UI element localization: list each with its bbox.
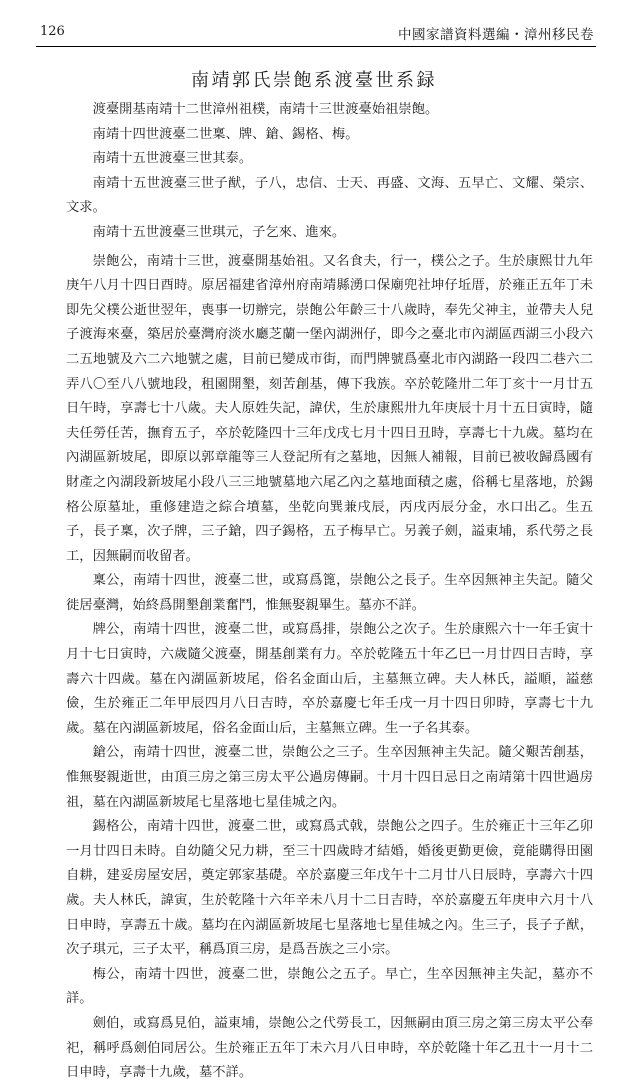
genealogy-entry: 劍伯，或寫爲見伯，謚東埔，崇飽公之代勞長工，因無嗣由頂三房之第三房太平公奉祀，稱呼爲劍伯同居公。生於雍正五年丁未六月八日申時，卒於乾隆十年乙丑十一月十二日申時，享壽十九歲，墓不詳。 [66,1015,593,1081]
genealogy-entry: 崇飽公，南靖十三世，渡臺開基始祖。又名食夫，行一，樸公之子。生於康熙廿九年庚午八月十四日酉時。原居福建省漳州府南靖縣湧口保廟兜社坤仔坵厝，於雍正五年丁未即先父樸公逝世翌年，喪事一切辦完，崇飽公年齡三十八歲時，奉先父神主，並帶夫人兒子渡海來臺，築居於臺灣府淡水廳芝蘭一堡內湖洲仔，即今之臺北市內湖區西湖三小段六二五地號及六二六地號之處，目前已變成市街，而門牌號爲臺北市內湖路一段四二巷六二弄八〇至八八號地段，租園開墾，刻苦創基，傳下我族。卒於乾隆卅二年丁亥十一月廿五日午時，享壽七十八歲。夫人原姓失記，諱伏，生於康熙卅九年庚辰十月十五日寅時，隨夫任勞任苦，撫育五子，卒於乾隆四十三年戊戌七月十四日丑時，享壽七十九歲。墓均在內湖區新坡尾，即原以郭章龍等三人登記所有之墓地，因無人補報，目前已被收歸爲國有財產之內湖段新坡尾小段八三三地號墓地六尾乙內之墓地面積之處，俗稱七星落地，於錫格公原墓址，重修建造之綜合墳墓，坐乾向巽兼戌辰，丙戌丙辰分金，水口出乙。生五子，長子稟，次子牌，三子鎗，四子錫格，五子梅早亡。另義子劍，謚東埔，系代勞之長工，因無嗣而收留者。 [66,253,593,564]
genealogy-entry: 牌公，南靖十四世，渡臺二世，或寫爲排，崇飽公之次子。生於康熙六十一年壬寅十月十七日寅時，六歲隨父渡臺，開基創業有力。卒於乾隆五十年乙巳一月廿四日吉時，享壽六十四歲。墓在內湖區新坡尾，俗名金面山后，主墓無立碑。夫人林氏，謚順，謚慈儉，生於雍正二年甲辰四月八日吉時，卒於嘉慶七年壬戌一月十四日卯時，享壽七十九歲。墓在內湖區新坡尾，俗名金面山后，主墓無立碑。生一子名其泰。 [66,622,593,736]
section-title: 南靖郭氏崇飽系渡臺世系録 [191,70,437,91]
summary-line: 南靖十五世渡臺三世其泰。 [92,151,253,167]
genealogy-entry: 鎗公，南靖十四世，渡臺二世，崇飽公之三子。生卒因無神主失記。隨父艱苦創基，惟無娶親逝世，由頂三房之第三房太平公過房傳嗣。十月十四日忌日之南靖第十四世過房祖，墓在內湖區新坡尾七星落地七星佳城之內。 [66,745,593,810]
genealogy-entry: 錫格公，南靖十四世，渡臺二世，或寫爲式戟，崇飽公之四子。生於雍正十三年乙卯一月廿四日未時。自幼隨父兄力耕，至三十四歲時才結婚，婚後更勤更儉，竟能購得田園自耕，建妥房屋安居，奠定郭家基礎。卒於嘉慶三年戊午十二月廿八日辰時，享壽六十四歲。夫人林氏，諱寅，生於乾隆十六年辛未八月十二日吉時，卒於嘉慶五年庚申六月十八日申時，享壽五十歲。墓均在內湖區新坡尾七星落地七星佳城之內。生三子，長子子猷，次子琪元，三子太平，稱爲頂三房，是爲吾族之三小宗。 [66,819,593,958]
summary-line: 南靖十五世渡臺三世琪元，子乞來、進來。 [92,224,346,240]
summary-line: 渡臺開基南靖十二世漳州祖樸，南靖十三世渡臺始祖崇飽。 [92,102,439,117]
genealogy-entry: 梅公，南靖十四世，渡臺二世，崇飽公之五子。早亡，生卒因無神主失記，墓亦不詳。 [66,966,593,1007]
header-rule [36,46,596,47]
genealogy-entry: 稟公，南靖十四世，渡臺二世，或寫爲篦，崇飽公之長子。生卒因無神主失記。隨父徙居臺灣，始終爲開墾創業奮鬥，惟無娶親畢生。墓亦不詳。 [66,573,593,613]
running-header [40,22,594,42]
summary-line: 南靖十五世渡臺三世子猷，子八，忠信、士天、再盛、文海、五早亡、文耀、榮宗、文求。 [66,175,593,216]
summary-line: 南靖十四世渡臺二世稟、牌、鎗、錫格、梅。 [92,126,359,142]
page-number: 126 [40,24,65,39]
text-body [66,98,593,1086]
book-title: 中國家譜資料選編・漳州移民卷 [398,27,594,43]
